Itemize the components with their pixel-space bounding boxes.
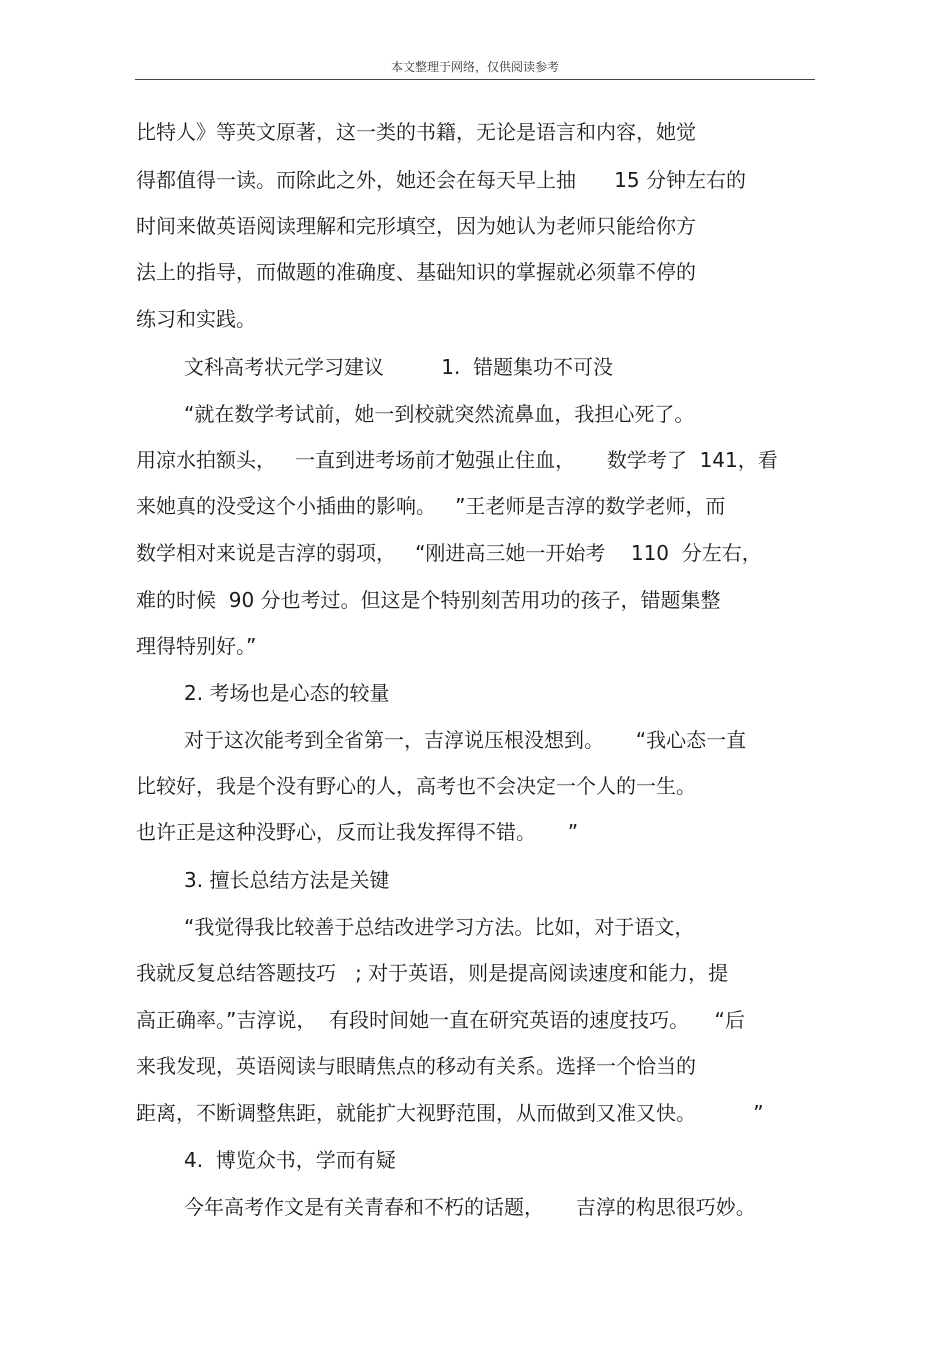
text-line: 难的时候 90 分也考过。但这是个特别刻苦用功的孩子，错题集整	[136, 588, 721, 612]
text-line: 来我发现，英语阅读与眼睛焦点的移动有关系。选择一个恰当的	[136, 1054, 696, 1078]
text-line: 得都值得一读。而除此之外，她还会在每天早上抽 15 分钟左右的	[136, 168, 746, 192]
text-line: 对于这次能考到全省第一，吉淳说压根没想到。 “我心态一直	[184, 728, 747, 752]
page-header: 本文整理于网络，仅供阅读参考	[390, 60, 559, 74]
text-line: 也许正是这种没野心，反而让我发挥得不错。 ”	[136, 820, 579, 844]
text-line: 理得特别好。”	[136, 634, 257, 658]
section-heading: 4. 博览众书，学而有疑	[184, 1148, 396, 1172]
text-line: 高正确率。”吉淳说， 有段时间她一直在研究英语的速度技巧。 “后	[136, 1008, 745, 1032]
text-line: 比较好，我是个没有野心的人，高考也不会决定一个人的一生。	[136, 774, 696, 798]
text-line: 时间来做英语阅读理解和完形填空，因为她认为老师只能给你方	[136, 214, 696, 238]
text-line: 比特人》等英文原著，这一类的书籍，无论是语言和内容，她觉	[136, 120, 696, 144]
section-heading: 2. 考场也是心态的较量	[184, 681, 390, 705]
text-line: “就在数学考试前，她一到校就突然流鼻血，我担心死了。	[184, 402, 695, 426]
section-heading: 文科高考状元学习建议 1. 错题集功不可没	[184, 355, 614, 379]
text-line: 练习和实践。	[136, 307, 256, 331]
header-divider	[135, 79, 815, 80]
text-line: 数学相对来说是吉淳的弱项， “刚进高三她一开始考 110 分左右，	[136, 541, 762, 565]
section-heading: 3. 擅长总结方法是关键	[184, 868, 390, 892]
text-line: 用凉水拍额头， 一直到进考场前才勉强止住血， 数学考了 141，看	[136, 448, 778, 472]
text-line: 法上的指导，而做题的准确度、基础知识的掌握就必须靠不停的	[136, 260, 696, 284]
text-line: “我觉得我比较善于总结改进学习方法。比如，对于语文，	[184, 915, 695, 939]
text-line: 距离，不断调整焦距，就能扩大视野范围，从而做到又准又快。 ”	[136, 1101, 764, 1125]
text-line: 我就反复总结答题技巧 ; 对于英语，则是提高阅读速度和能力，提	[136, 961, 729, 985]
text-line: 今年高考作文是有关青春和不朽的话题， 吉淳的构思很巧妙。	[184, 1195, 756, 1219]
text-line: 来她真的没受这个小插曲的影响。 ”王老师是吉淳的数学老师，而	[136, 494, 726, 518]
